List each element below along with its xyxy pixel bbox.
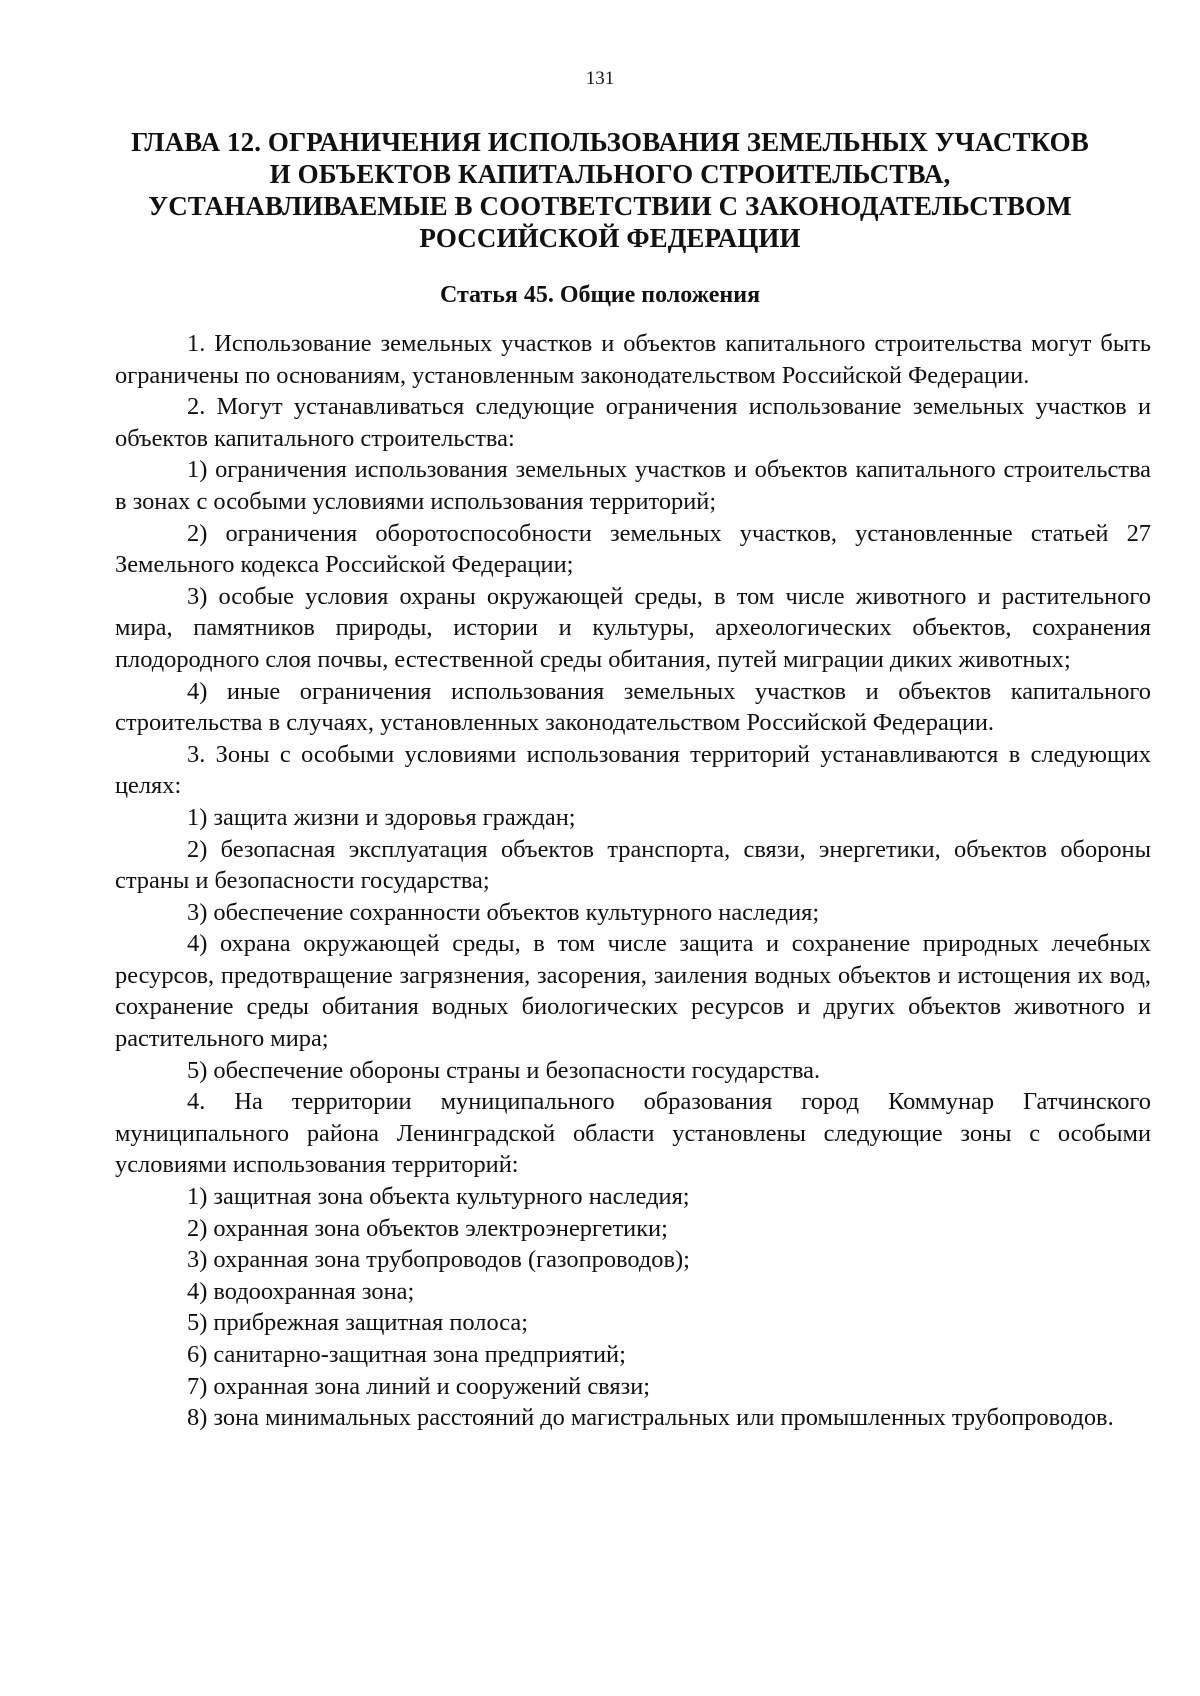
list-item: 8) зона минимальных расстояний до магистральных или промышленных трубопроводов.	[187, 1404, 1114, 1432]
paragraph-clause-2: 2. Могут устанавливаться следующие ограничения использование земельных участков и объектов капитального строительства:	[115, 393, 1151, 452]
list-item: 4) иные ограничения использования земельных участков и объектов капитального строительства в случаях, установленных законодательством Российской Федерации.	[115, 677, 1151, 737]
list-item: 5) обеспечение обороны страны и безопасности государства.	[187, 1056, 821, 1084]
list-item: 2) ограничения оборотоспособности земельных участков, установленные статьей 27 Земельного кодекса Российской Федерации;	[115, 519, 1151, 579]
list-item: 3) особые условия охраны окружающей среды, в том числе животного и растительного мира, памятников природы, истории и культуры, археологических объектов, сохранения плодородного слоя почвы, естественной среды обитания, путей миграции диких животных;	[115, 582, 1151, 673]
list-item: 7) охранная зона линий и сооружений связи;	[187, 1372, 651, 1400]
list-item: 1) защита жизни и здоровья граждан;	[187, 803, 576, 831]
list-item: 3) обеспечение сохранности объектов культурного наследия;	[187, 898, 820, 926]
list-item: 1) ограничения использования земельных участков и объектов капитального строительства в зонах с особыми условиями использования территорий;	[115, 456, 1151, 515]
chapter-title-line: ГЛАВА 12. ОГРАНИЧЕНИЯ ИСПОЛЬЗОВАНИЯ ЗЕМЕЛЬНЫХ УЧАСТКОВ	[131, 127, 1089, 157]
page-number: 131	[585, 68, 615, 89]
list-item: 4) водоохранная зона;	[187, 1277, 415, 1305]
list-item: 2) охранная зона объектов электроэнергетики;	[187, 1214, 668, 1242]
list-item: 5) прибрежная защитная полоса;	[187, 1309, 528, 1337]
chapter-title-line: УСТАНАВЛИВАЕМЫЕ В СООТВЕТСТВИИ С ЗАКОНОДАТЕЛЬСТВОМ	[148, 191, 1072, 221]
list-item: 1) защитная зона объекта культурного наследия;	[187, 1183, 690, 1211]
paragraph-clause-1: 1. Использование земельных участков и объектов капитального строительства могут быть ограничены по основаниям, установленным законодательством Российской Федерации.	[115, 330, 1151, 389]
paragraph-clause-3: 3. Зоны с особыми условиями использования территорий устанавливаются в следующих целях:	[115, 740, 1151, 800]
chapter-title	[110, 126, 1110, 254]
list-item: 6) санитарно-защитная зона предприятий;	[187, 1341, 626, 1368]
article-title: Статья 45. Общие положения	[439, 282, 761, 308]
list-item: 4) охрана окружающей среды, в том числе защита и сохранение природных лечебных ресурсов, предотвращение загрязнения, засорения, заиления водных объектов и истощения их вод, сохранение среды обитания водных биологических ресурсов и других объектов животного и растительного мира;	[115, 930, 1151, 1053]
list-item: 3) охранная зона трубопроводов (газопроводов);	[187, 1246, 690, 1274]
paragraph-clause-4: 4. На территории муниципального образования город Коммунар Гатчинского муниципального района Ленинградской области установлены следующие зоны с особыми условиями использования территорий:	[115, 1088, 1151, 1179]
chapter-title-line: И ОБЪЕКТОВ КАПИТАЛЬНОГО СТРОИТЕЛЬСТВА,	[269, 159, 951, 189]
article-body	[115, 328, 1151, 1434]
list-item: 2) безопасная эксплуатация объектов транспорта, связи, энергетики, объектов обороны страны и безопасности государства;	[115, 835, 1151, 895]
chapter-title-line: РОССИЙСКОЙ ФЕДЕРАЦИИ	[419, 223, 801, 253]
